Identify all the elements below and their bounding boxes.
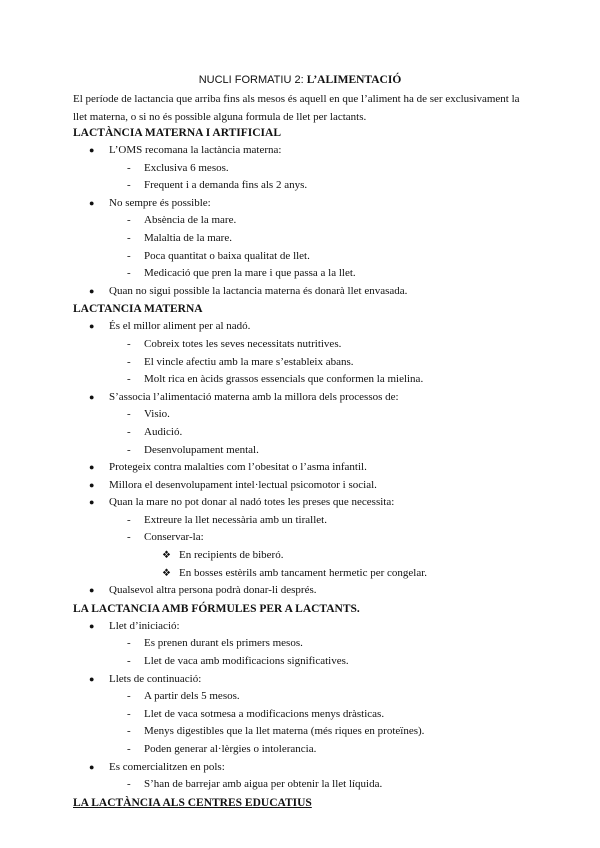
section-heading: LACTÀNCIA MATERNA I ARTIFICIAL bbox=[73, 127, 282, 139]
list-item bbox=[73, 318, 543, 336]
section-heading: LA LACTANCIA AMB FÓRMULES PER A LACTANTS. bbox=[73, 602, 360, 615]
dash-marker-icon: - bbox=[127, 637, 131, 650]
dash-marker-icon: - bbox=[127, 373, 131, 386]
bullet-marker-icon: ● bbox=[89, 497, 95, 508]
list-item-text: Qualsevol altra persona podrà donar-li després. bbox=[109, 584, 317, 597]
dash-marker-icon: - bbox=[127, 531, 131, 544]
list-item-text: Quan la mare no pot donar al nadó totes les preses que necessita: bbox=[109, 496, 395, 509]
bullet-marker-icon: ● bbox=[89, 321, 95, 332]
list-item bbox=[73, 354, 543, 372]
dash-marker-icon: - bbox=[127, 355, 131, 368]
section-heading: LACTANCIA MATERNA bbox=[73, 303, 203, 316]
list-item bbox=[73, 512, 543, 530]
list-item bbox=[73, 389, 543, 407]
list-item bbox=[73, 776, 543, 794]
list-item-text: Poden generar al·lèrgies o intolerancia. bbox=[144, 743, 317, 755]
dash-marker-icon: - bbox=[127, 337, 131, 350]
list-item-text: No sempre és possible: bbox=[109, 196, 211, 209]
bullet-marker-icon: ● bbox=[89, 391, 95, 402]
list-item-text: Es comercialitzen en pols: bbox=[109, 760, 225, 773]
list-item-text: El vincle afectiu amb la mare s’estableix abans. bbox=[144, 355, 354, 368]
dash-marker-icon: - bbox=[127, 707, 131, 720]
list-item-text: Es prenen durant els primers mesos. bbox=[144, 637, 303, 650]
list-item bbox=[73, 248, 543, 266]
list-item-text: Llet d’iniciació: bbox=[109, 619, 180, 632]
list-item bbox=[73, 706, 543, 724]
list-item-text: S’han de barrejar amb aigua per obtenir la llet líquida. bbox=[144, 778, 383, 791]
dash-marker-icon: - bbox=[127, 513, 131, 526]
title-prefix: NUCLI FORMATIU 2: bbox=[198, 74, 307, 86]
list-item bbox=[73, 618, 543, 636]
title-bold: L’ALIMENTACIÓ bbox=[306, 74, 402, 86]
list-item bbox=[73, 265, 543, 283]
bullet-marker-icon: ● bbox=[89, 620, 95, 631]
list-item-text: Absència de la mare. bbox=[144, 214, 237, 227]
list-item bbox=[73, 759, 543, 777]
dash-marker-icon: - bbox=[127, 655, 131, 668]
list-item bbox=[73, 671, 543, 689]
list-item-text: Audició. bbox=[144, 425, 183, 438]
bullet-marker-icon: ● bbox=[89, 761, 95, 772]
list-item-text: A partir dels 5 mesos. bbox=[144, 690, 240, 703]
diamond-marker-icon: ❖ bbox=[162, 567, 171, 579]
list-item bbox=[73, 723, 543, 741]
list-item-text: Frequent i a demanda fins als 2 anys. bbox=[144, 179, 308, 192]
list-item-text: S’associa l’alimentació materna amb la millora dels processos de: bbox=[109, 390, 399, 403]
list-item-text: En bosses estèrils amb tancament hermetic per congelar. bbox=[179, 566, 428, 579]
dash-marker-icon: - bbox=[127, 425, 131, 438]
list-item bbox=[73, 494, 543, 512]
list-item-text: Llets de continuació: bbox=[109, 672, 202, 685]
dash-marker-icon: - bbox=[127, 214, 131, 227]
list-item-text: És el millor aliment per al nadó. bbox=[109, 320, 251, 333]
list-item bbox=[73, 177, 543, 195]
list-item-text: Millora el desenvolupament intel·lectual psicomotor i social. bbox=[109, 478, 377, 491]
bullet-marker-icon: ● bbox=[89, 462, 95, 473]
bullet-marker-icon: ● bbox=[89, 479, 95, 490]
bullet-marker-icon: ● bbox=[89, 197, 95, 208]
list-item bbox=[73, 459, 543, 477]
document-body bbox=[73, 124, 543, 812]
list-item-text: Llet de vaca sotmesa a modificacions menys dràsticas. bbox=[144, 707, 385, 720]
list-item bbox=[73, 336, 543, 354]
list-item bbox=[73, 565, 543, 583]
dash-marker-icon: - bbox=[127, 743, 131, 755]
dash-marker-icon: - bbox=[127, 725, 131, 738]
list-item-text: Poca quantitat o baixa qualitat de llet. bbox=[144, 249, 310, 262]
page-title bbox=[0, 74, 600, 86]
list-item-text: Llet de vaca amb modificacions significatives. bbox=[144, 655, 349, 668]
list-item-text: Malaltia de la mare. bbox=[144, 231, 232, 244]
dash-marker-icon: - bbox=[127, 161, 131, 174]
bullet-marker-icon: ● bbox=[89, 585, 95, 596]
list-item-text: Medicació que pren la mare i que passa a la llet. bbox=[144, 267, 356, 280]
list-item-text: Molt rica en àcids grassos essencials que conformen la mielina. bbox=[144, 373, 424, 386]
dash-marker-icon: - bbox=[127, 231, 131, 244]
list-item bbox=[73, 477, 543, 495]
list-item bbox=[73, 195, 543, 213]
list-item bbox=[73, 212, 543, 230]
dash-marker-icon: - bbox=[127, 408, 131, 421]
list-item-text: Desenvolupament mental. bbox=[144, 443, 259, 456]
list-item-text: Menys digestibles que la llet materna (més riques en proteïnes). bbox=[144, 725, 425, 738]
list-item-text: Protegeix contra malalties com l’obesitat o l’asma infantil. bbox=[109, 461, 367, 474]
list-item bbox=[73, 283, 543, 301]
dash-marker-icon: - bbox=[127, 179, 131, 192]
list-item bbox=[73, 547, 543, 565]
list-item bbox=[73, 442, 543, 460]
diamond-marker-icon: ❖ bbox=[162, 550, 171, 562]
list-item bbox=[73, 406, 543, 424]
list-item bbox=[73, 653, 543, 671]
list-item-text: Visio. bbox=[144, 408, 170, 421]
list-item bbox=[73, 230, 543, 248]
list-item-text: Cobreix totes les seves necessitats nutritives. bbox=[144, 337, 342, 350]
list-item-text: L’OMS recomana la lactància materna: bbox=[109, 144, 282, 156]
dash-marker-icon: - bbox=[127, 690, 131, 703]
list-item bbox=[73, 529, 543, 547]
bullet-marker-icon: ● bbox=[89, 673, 95, 684]
dash-marker-icon: - bbox=[127, 443, 131, 456]
bullet-marker-icon: ● bbox=[89, 285, 95, 296]
list-item-text: Quan no sigui possible la lactancia materna és donarà llet envasada. bbox=[109, 284, 408, 297]
list-item bbox=[73, 688, 543, 706]
bullet-marker-icon: ● bbox=[89, 145, 95, 155]
list-item bbox=[73, 635, 543, 653]
dash-marker-icon: - bbox=[127, 267, 131, 280]
list-item bbox=[73, 371, 543, 389]
dash-marker-icon: - bbox=[127, 249, 131, 262]
dash-marker-icon: - bbox=[127, 778, 131, 791]
list-item-text: Exclusiva 6 mesos. bbox=[144, 161, 229, 174]
list-item bbox=[73, 741, 543, 759]
list-item bbox=[73, 160, 543, 178]
section-heading: LA LACTÀNCIA ALS CENTRES EDUCATIUS bbox=[73, 796, 312, 809]
list-item-text: Extreure la llet necessària amb un tirallet. bbox=[144, 513, 327, 526]
list-item-text: Conservar-la: bbox=[144, 531, 204, 544]
list-item bbox=[73, 424, 543, 442]
list-item bbox=[73, 142, 543, 160]
intro-paragraph: El període de lactancia que arriba fins als mesos és aquell en que l’aliment ha de ser exclusivament la llet materna, o si no és possible alguna formula de llet per lactants. bbox=[73, 93, 520, 123]
list-item-text: En recipients de biberó. bbox=[179, 549, 284, 562]
list-item bbox=[73, 582, 543, 600]
